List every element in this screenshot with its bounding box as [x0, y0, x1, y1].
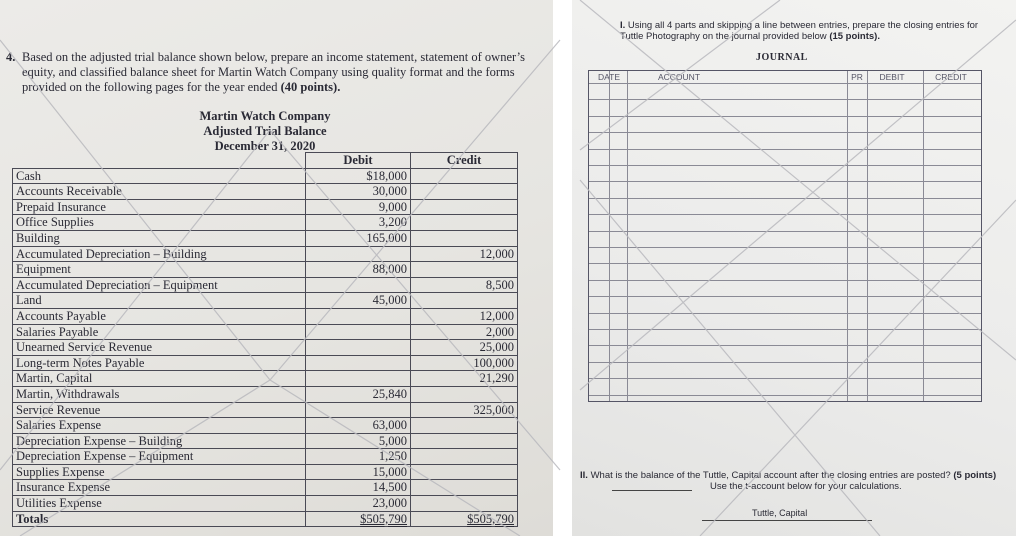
overlay-line: [270, 130, 560, 470]
account-name: Depreciation Expense – Equipment: [13, 449, 306, 465]
account-name: Prepaid Insurance: [13, 199, 306, 215]
overlay-line: [580, 0, 1016, 360]
credit-amount: 12,000: [411, 308, 518, 324]
account-name: Office Supplies: [13, 215, 306, 231]
question-4-number: 4.: [6, 50, 16, 64]
debit-amount: 165,000: [306, 230, 411, 246]
question-2-number: II.: [580, 470, 588, 481]
account-name: Martin, Capital: [13, 371, 306, 387]
credit-header: Credit: [411, 153, 518, 169]
account-name: Salaries Payable: [13, 324, 306, 340]
overlay-line: [580, 180, 880, 536]
journal-credit-header: CREDIT: [935, 72, 967, 82]
account-name: Utilities Expense: [13, 496, 306, 512]
account-name: Insurance Expense: [13, 480, 306, 496]
account-name: Land: [13, 293, 306, 309]
account-name: Cash: [13, 168, 306, 184]
account-name: Accumulated Depreciation – Building: [13, 246, 306, 262]
debit-amount: 88,000: [306, 262, 411, 278]
journal-account-header: ACCOUNT: [657, 72, 701, 82]
journal-debit-header: DEBIT: [879, 72, 905, 82]
question-2-points: (5 points): [953, 470, 997, 481]
question-4-points: (40 points).: [280, 80, 341, 94]
account-name: Equipment: [13, 262, 306, 278]
question-2-hint: Use the t-account below for your calculations.: [710, 481, 902, 492]
account-name: Martin, Withdrawals: [13, 386, 306, 402]
question-1-text: Using all 4 parts and skipping a line between entries, prepare the closing entries for Tuttle Photography on the journal provided below: [620, 20, 979, 42]
account-name: Accounts Payable: [13, 308, 306, 324]
overlay-line: [580, 0, 780, 150]
debit-amount: 63,000: [306, 418, 411, 434]
overlay-line: [0, 40, 270, 380]
account-name: Service Revenue: [13, 402, 306, 418]
question-1-number: I.: [620, 20, 626, 31]
debit-amount: 30,000: [306, 184, 411, 200]
account-name: Totals: [13, 511, 306, 527]
journal-title: JOURNAL: [756, 52, 808, 63]
account-name: Depreciation Expense – Building: [13, 433, 306, 449]
credit-amount: $505,790: [411, 511, 518, 527]
debit-header: Debit: [306, 153, 411, 169]
credit-amount: 21,290: [411, 371, 518, 387]
debit-amount: 15,000: [306, 464, 411, 480]
debit-amount: 45,000: [306, 293, 411, 309]
account-name: Accounts Receivable: [13, 184, 306, 200]
journal-date-header: DATE: [597, 72, 621, 82]
overlay-line: [20, 380, 270, 536]
debit-amount: 14,500: [306, 480, 411, 496]
debit-amount: 5,000: [306, 433, 411, 449]
debit-amount: 25,840: [306, 386, 411, 402]
company-name: Martin Watch Company: [199, 109, 331, 123]
debit-amount: $18,000: [306, 168, 411, 184]
question-4-text: Based on the adjusted trial balance shown below, prepare an income statement, statement of owner’s equity, and classified balance sheet for Martin Watch Company using quality format and the forms provided on the following pages for the year ended: [22, 50, 525, 94]
overlay-line: [580, 20, 1016, 390]
journal-pr-header: PR: [851, 72, 863, 82]
overlay-line: [0, 130, 270, 470]
report-title: Adjusted Trial Balance: [203, 124, 327, 138]
debit-amount: $505,790: [306, 511, 411, 527]
question-2-text: What is the balance of the Tuttle, Capital account after the closing entries are posted?: [590, 470, 951, 481]
credit-amount: 2,000: [411, 324, 518, 340]
account-name: Accumulated Depreciation – Equipment: [13, 277, 306, 293]
overlay-line: [700, 200, 1016, 536]
report-date: December 31, 2020: [214, 139, 316, 153]
credit-amount: 325,000: [411, 402, 518, 418]
debit-amount: 1,250: [306, 449, 411, 465]
credit-amount: 100,000: [411, 355, 518, 371]
debit-amount: 23,000: [306, 496, 411, 512]
account-name: Long-term Notes Payable: [13, 355, 306, 371]
account-name: Unearned Service Revenue: [13, 340, 306, 356]
credit-amount: 25,000: [411, 340, 518, 356]
question-1-points: (15 points).: [829, 31, 880, 42]
account-name: Salaries Expense: [13, 418, 306, 434]
account-name: Supplies Expense: [13, 464, 306, 480]
t-account-label: Tuttle, Capital: [752, 508, 808, 518]
debit-amount: 9,000: [306, 199, 411, 215]
overlay-line: [270, 380, 520, 536]
overlay-line: [270, 40, 560, 380]
credit-amount: 12,000: [411, 246, 518, 262]
credit-amount: 8,500: [411, 277, 518, 293]
account-name: Building: [13, 230, 306, 246]
debit-amount: 3,200: [306, 215, 411, 231]
